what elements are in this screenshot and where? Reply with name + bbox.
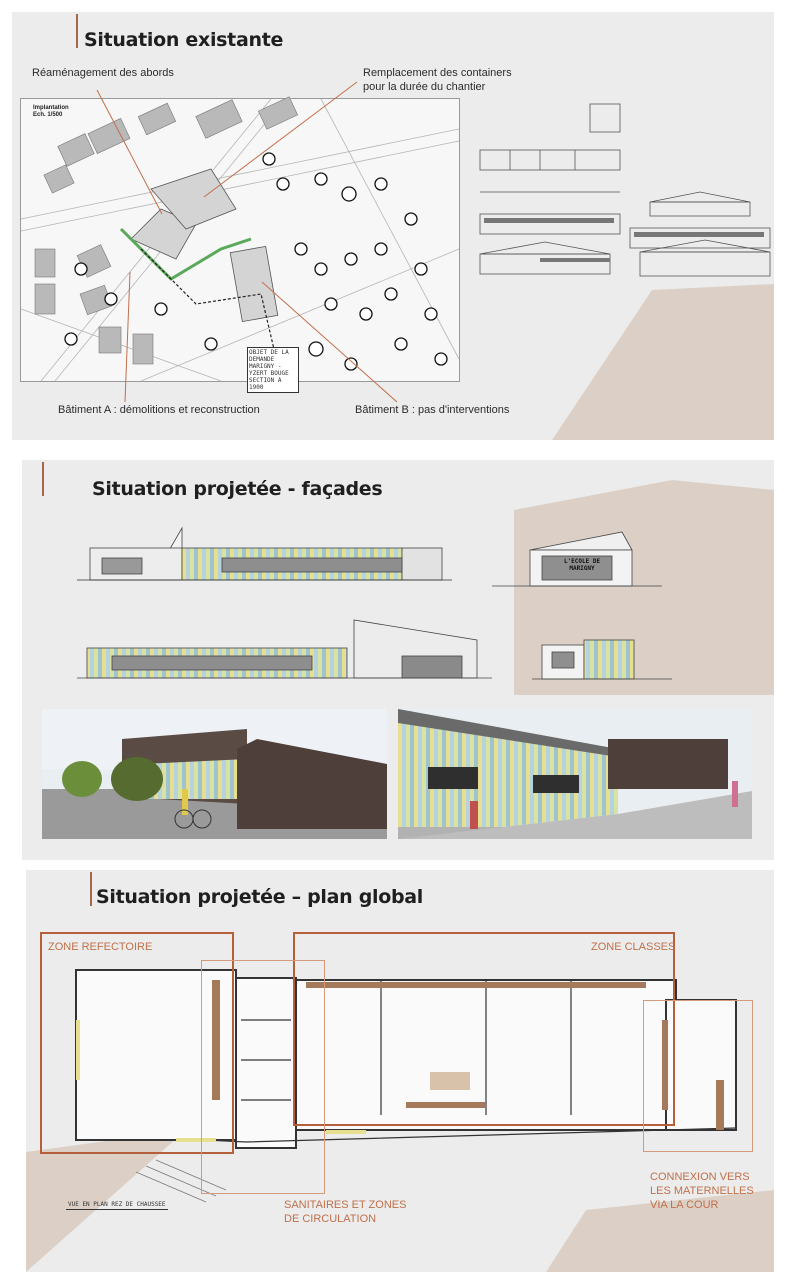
- render-left: [42, 709, 387, 839]
- section-title: Situation existante: [84, 29, 284, 51]
- zone-connexion-label-2: LES MATERNELLES: [650, 1185, 754, 1197]
- zone-sanitaires-outline: [201, 960, 325, 1194]
- zone-classes-label: ZONE CLASSES: [591, 941, 676, 953]
- render-right: [398, 709, 752, 839]
- facade-elevations: [22, 460, 774, 690]
- section-plan-global: [26, 870, 774, 1272]
- annotation-batiment-a: Bâtiment A : démolitions et reconstruction: [58, 404, 260, 416]
- annotation-containers-1: Remplacement des containers: [363, 67, 512, 79]
- section-title: Situation projetée - façades: [92, 478, 383, 500]
- site-plan-stamp: OBJET DE LA DEMANDE MARIGNY - YZERT BOUGE SECTION A 1900: [247, 347, 299, 393]
- zone-classes-outline: [293, 932, 675, 1126]
- section-situation-facades: [22, 460, 774, 860]
- annotation-containers-2: pour la durée du chantier: [363, 81, 486, 93]
- zone-connexion-label-3: VIA LA COUR: [650, 1199, 719, 1211]
- section-title: Situation projetée – plan global: [96, 886, 424, 908]
- zone-refectoire-label: ZONE REFECTOIRE: [48, 941, 153, 953]
- annotation-batiment-b: Bâtiment B : pas d'interventions: [355, 404, 510, 416]
- render-right-drawing: [398, 709, 752, 839]
- zone-connexion-outline: [643, 1000, 753, 1152]
- section-situation-existante: [12, 12, 774, 440]
- zone-connexion-label-1: CONNEXION VERS: [650, 1171, 750, 1183]
- annotation-abords: Réaménagement des abords: [32, 67, 174, 79]
- site-plan-scale: Ech. 1/500: [33, 112, 63, 118]
- plan-caption: VUE EN PLAN REZ DE CHAUSSEE: [68, 1201, 166, 1208]
- zone-sanitaires-label-2: DE CIRCULATION: [284, 1213, 377, 1225]
- zone-sanitaires-label-1: SANITAIRES ET ZONES: [284, 1199, 407, 1211]
- render-left-drawing: [42, 709, 387, 839]
- site-plan-label: Implantation: [33, 105, 69, 111]
- school-sign: L'ECOLE DE MARIGNY: [563, 558, 601, 572]
